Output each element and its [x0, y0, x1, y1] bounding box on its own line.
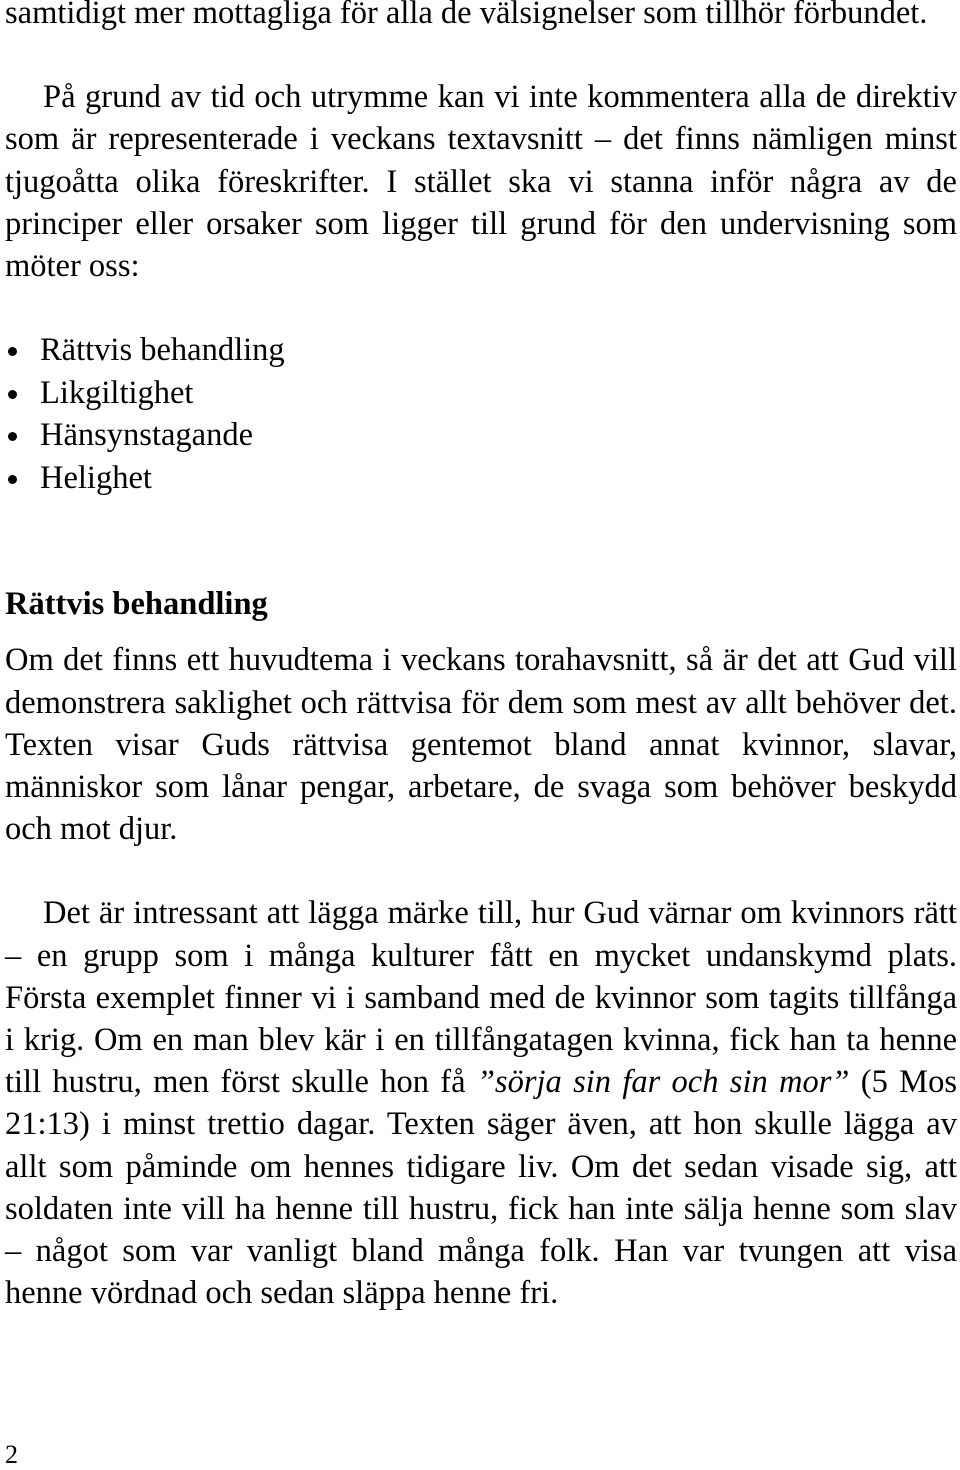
paragraph-text-part-1: Det är intressant att lägga märke till, hur Gud värnar om kvinnors rätt – en grupp som i många kulturer fått en mycket undanskymd plats. Första exemplet finner vi i samband med de kvinnor som tagits tillfånga i krig. Om en man blev kär i en tillfångatagen kvinna, fick han ta henne till hustru, men först skulle hon få: [5, 895, 957, 1101]
section-heading: Rättvis behandling: [5, 586, 268, 623]
body-paragraph-women: [5, 892, 957, 1314]
bullet-icon: [8, 390, 17, 399]
list-item: [5, 329, 957, 372]
bullet-icon: [8, 347, 17, 356]
list-item: [5, 457, 957, 500]
document-page: [5, 0, 957, 1314]
scripture-quote: ”sörja sin far och sin mor”: [476, 1064, 850, 1101]
intro-paragraph: På grund av tid och utrymme kan vi inte kommentera alla de direktiv som är representerade i veckans textavsnitt – det finns nämligen minst tjugoåtta olika föreskrifter. I stället ska vi stanna inför några av de principer eller orsaker som ligger till grund för den undervisning som möter oss:: [5, 79, 957, 285]
page-number: 2: [5, 1440, 18, 1469]
list-item-label: Likgiltighet: [40, 374, 194, 411]
paragraph-text-part-2: (5 Mos 21:13) i minst trettio dagar. Texten säger även, att hon skulle lägga av allt som påminde om hennes tidigare liv. Om det sedan visade sig, att soldaten inte vill ha henne till hustru, fick han inte sälja henne som slav – något som var vanligt bland många folk. Han var tvungen att visa henne vördnad och sedan släppa henne fri.: [5, 1064, 957, 1312]
body-paragraph: Om det finns ett huvudtema i veckans torahavsnitt, så är det att Gud vill demonstrera saklighet och rättvisa för dem som mest av allt behöver det. Texten visar Guds rättvisa gentemot bland annat kvinnor, slavar, människor som lånar pengar, arbetare, de svaga som behöver beskydd och mot djur.: [5, 642, 957, 848]
principles-list: [5, 329, 957, 499]
list-item: [5, 414, 957, 457]
list-item: [5, 372, 957, 415]
list-item-label: Helighet: [40, 459, 152, 496]
list-item-label: Rättvis behandling: [40, 332, 285, 369]
list-item-label: Hänsynstagande: [40, 417, 253, 454]
opening-paragraph-fragment: samtidigt mer mottagliga för alla de välsignelser som tillhör förbundet.: [5, 0, 928, 31]
bullet-icon: [8, 432, 17, 441]
bullet-icon: [8, 475, 17, 484]
